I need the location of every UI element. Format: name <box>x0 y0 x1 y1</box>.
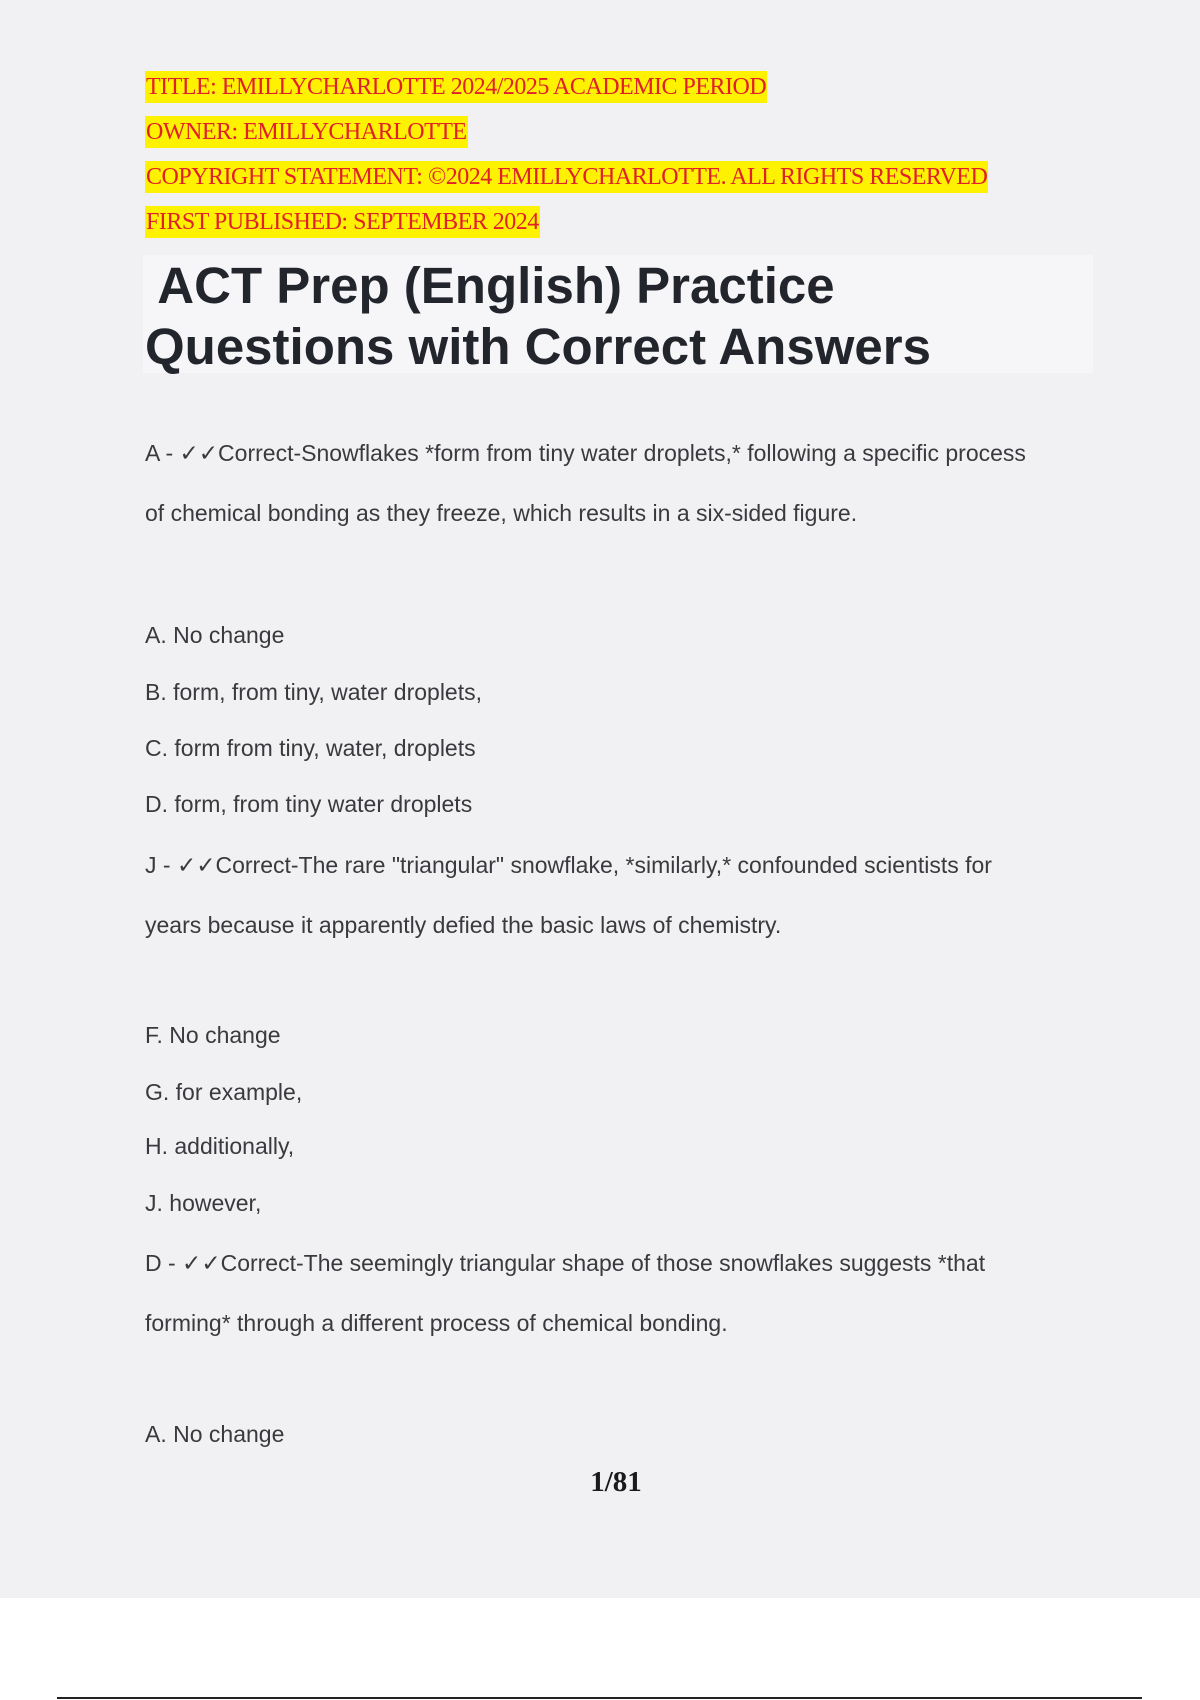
header-published-line: FIRST PUBLISHED: SEPTEMBER 2024 <box>145 206 540 238</box>
header-owner-line: OWNER: EMILLYCHARLOTTE <box>145 116 468 148</box>
header-title-line: TITLE: EMILLYCHARLOTTE 2024/2025 ACADEMIC PERIOD <box>145 71 767 103</box>
question-1-option-d: D. form, from tiny water droplets <box>145 791 473 817</box>
question-2-option-g: G. for example, <box>145 1079 303 1105</box>
page-title: ACT Prep (English) Practice Questions with Correct Answers <box>145 257 931 375</box>
page-number: 1/81 <box>590 1466 642 1498</box>
question-1-line-1: A - ✓✓Correct-Snowflakes *form from tiny water droplets,* following a specific process <box>145 440 1026 466</box>
question-3-line-1: D - ✓✓Correct-The seemingly triangular shape of those snowflakes suggests *that <box>145 1250 986 1276</box>
question-1-line-2: of chemical bonding as they freeze, which results in a six-sided figure. <box>145 500 858 526</box>
question-1-option-a: A. No change <box>145 622 285 648</box>
question-1-option-b: B. form, from tiny, water droplets, <box>145 679 483 705</box>
bottom-rule <box>57 1697 1142 1699</box>
title-box <box>143 255 1093 373</box>
question-2-option-j: J. however, <box>145 1190 262 1216</box>
question-2-option-f: F. No change <box>145 1022 281 1048</box>
header-copyright-line: COPYRIGHT STATEMENT: ©2024 EMILLYCHARLOTTE. ALL RIGHTS RESERVED <box>145 161 988 193</box>
question-2-line-1: J - ✓✓Correct-The rare "triangular" snowflake, *similarly,* confounded scientists for <box>145 852 992 878</box>
question-2-line-2: years because it apparently defied the basic laws of chemistry. <box>145 912 782 938</box>
question-1-option-c: C. form from tiny, water, droplets <box>145 735 476 761</box>
question-3-option-a: A. No change <box>145 1421 285 1447</box>
question-3-line-2: forming* through a different process of chemical bonding. <box>145 1310 728 1336</box>
question-2-option-h: H. additionally, <box>145 1133 295 1159</box>
